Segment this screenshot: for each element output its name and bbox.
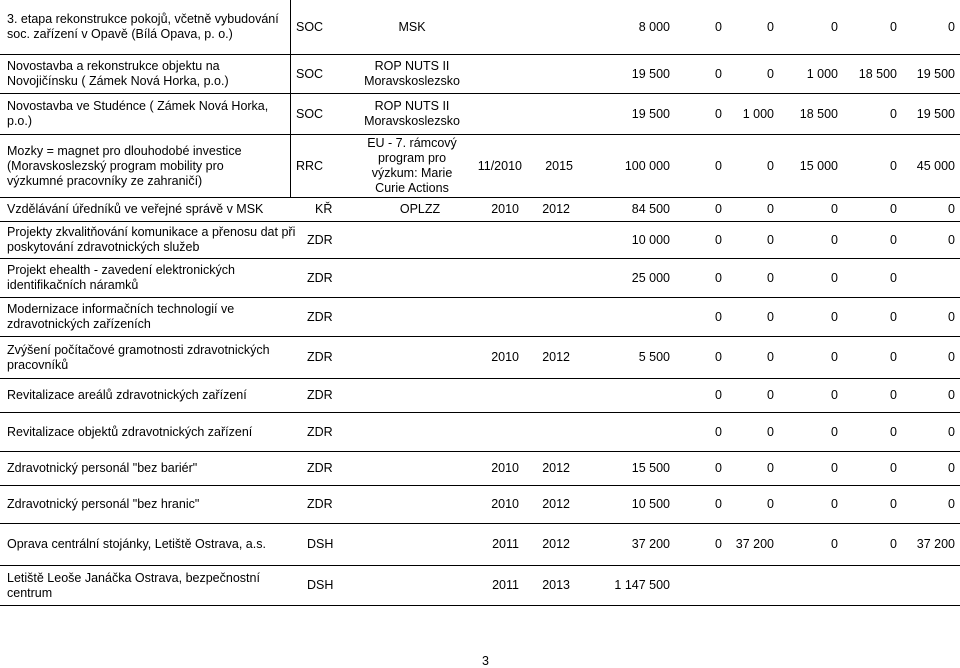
cell-v4: 0 [890,19,897,34]
cell-end [521,55,571,93]
cell-desc: Oprava centrální stojánky, Letiště Ostrava, a.s. [7,537,266,551]
cell-end: 2012 [542,350,570,364]
cell-v5: 0 [948,497,955,511]
cell-v3: 0 [831,497,838,511]
cell-end: 2012 [542,202,570,216]
cell-desc: 3. etapa rekonstrukce pokojů, včetně vybudování soc. zařízení v Opavě (Bílá Opava, p. o.) [7,12,279,41]
cell-v4: 0 [890,202,897,216]
cell-area: ZDR [307,309,333,324]
cell-area: ZDR [307,424,333,439]
cell-v4: 0 [890,270,897,285]
cell-v5: 0 [948,424,955,439]
cell-v3: 0 [831,350,838,364]
cell-v5: 19 500 [916,106,955,121]
cell-v4: 0 [890,158,897,173]
table-row [0,486,960,524]
cell-source: MSK [398,19,426,34]
cell-desc: Vzdělávání úředníků ve veřejné správě v MSK [7,202,264,216]
cell-total: 25 000 [631,270,670,285]
cell-end: 2013 [542,578,570,592]
cell-v2: 0 [767,202,774,216]
cell-total: 10 500 [631,497,670,511]
cell-v1: 0 [715,19,722,34]
table-row [0,379,960,413]
cell-v5 [898,259,955,297]
cell-v5: 0 [948,202,955,216]
cell-total: 1 147 500 [614,578,670,592]
cell-v4: 0 [890,350,897,364]
cell-total: 10 000 [631,232,670,247]
cell-area: ZDR [307,232,333,247]
cell-total: 100 000 [624,158,670,173]
cell-desc: Zdravotnický personál "bez bariér" [7,461,198,475]
cell-v1: 0 [715,309,722,324]
cell-v5: 45 000 [916,158,955,173]
table-row [0,337,960,379]
cell-desc: Zdravotnický personál "bez hranic" [7,497,200,511]
table-row [0,413,960,452]
cell-desc: Mozky = magnet pro dlouhodobé investice (Moravskoslezský program mobility pro výzkumné pracovníky ze zahraničí) [7,143,242,188]
cell-v2 [724,566,774,605]
cell-v4: 18 500 [858,66,897,81]
cell-v4: 0 [890,232,897,247]
cell-v2: 0 [767,232,774,247]
cell-end [522,222,570,258]
cell-total [575,298,670,336]
table-row [0,222,960,259]
cell-area: SOC [296,66,324,81]
cell-v4: 0 [890,424,897,439]
cell-v4: 0 [890,497,897,511]
cell-desc: Projekt ehealth - zavedení elektronických identifikačních náramků [7,263,235,292]
cell-end: 2012 [542,497,570,511]
cell-desc: Revitalizace objektů zdravotnických zařízení [7,424,253,439]
cell-v3: 18 500 [799,106,838,121]
cell-v2: 1 000 [742,106,774,121]
cell-start [470,0,520,54]
cell-area: ZDR [307,270,333,285]
cell-v2: 0 [767,66,774,81]
cell-total: 84 500 [631,202,670,216]
cell-v4: 0 [890,537,897,551]
cell-end: 2012 [542,461,570,475]
cell-end [522,259,570,297]
cell-v3: 0 [831,424,838,439]
cell-v5 [898,566,955,605]
cell-area: DSH [307,537,334,551]
cell-start [474,259,519,297]
cell-v1: 0 [715,497,722,511]
cell-v3: 15 000 [799,158,838,173]
cell-total: 37 200 [631,537,670,551]
cell-v5: 0 [948,309,955,324]
cell-source: EU - 7. rámcový program pro výzkum: Marie Curie Actions [367,136,457,195]
cell-v4: 0 [890,461,897,475]
cell-v3: 0 [831,388,838,402]
cell-end [521,94,571,134]
cell-v2: 0 [767,461,774,475]
cell-total: 15 500 [631,461,670,475]
cell-v2: 0 [767,158,774,173]
cell-v2: 0 [767,309,774,324]
table-row [0,135,960,198]
table-row [0,566,960,606]
cell-source: OPLZZ [399,202,441,216]
cell-total [575,379,670,412]
table-row [0,198,960,222]
cell-v5: 37 200 [916,537,955,551]
cell-v1: 0 [715,106,722,121]
cell-source: ROP NUTS II Moravskoslezsko [364,59,460,88]
cell-v2: 0 [767,388,774,402]
cell-end [522,379,570,412]
cell-start: 11/2010 [477,158,522,173]
cell-start [474,413,519,451]
cell-v2: 0 [767,497,774,511]
cell-start [474,379,519,412]
cell-start [470,94,520,134]
cell-v2: 0 [767,19,774,34]
cell-desc: Modernizace informačních technologií ve zdravotnických zařízeních [7,302,235,331]
cell-v3 [776,566,838,605]
cell-desc: Zvýšení počítačové gramotnosti zdravotnických pracovníků [7,342,270,372]
cell-v1: 0 [715,424,722,439]
cell-start: 2011 [492,578,519,592]
cell-v3: 1 000 [806,66,838,81]
cell-source [355,566,475,605]
cell-source [355,452,475,485]
cell-total [575,413,670,451]
cell-v1: 0 [715,158,722,173]
cell-start: 2010 [491,202,519,216]
page-number: 3 [482,654,489,668]
cell-area: ZDR [307,461,333,475]
cell-desc: Novostavba a rekonstrukce objektu na Novojičínsku ( Zámek Nová Horka, p.o.) [7,59,229,88]
cell-v1: 0 [715,388,722,402]
cell-v1 [672,566,722,605]
cell-v3: 0 [831,309,838,324]
cell-v3: 0 [831,232,838,247]
cell-end: 2015 [545,158,573,173]
cell-area: KŘ [315,202,333,216]
cell-v1: 0 [715,461,722,475]
cell-desc: Letiště Leoše Janáčka Ostrava, bezpečnostní centrum [7,570,260,600]
cell-source [355,413,475,451]
cell-area: ZDR [307,388,333,402]
table-row [0,452,960,486]
table-row [0,259,960,298]
cell-end: 2012 [542,537,570,551]
cell-area: DSH [307,578,334,592]
table-row [0,94,960,135]
cell-total: 5 500 [638,350,670,364]
cell-total: 19 500 [631,106,670,121]
cell-source [355,298,475,336]
cell-v3: 0 [831,202,838,216]
cell-source [355,337,475,378]
cell-v4: 0 [890,309,897,324]
cell-area: SOC [296,19,324,34]
cell-area: SOC [296,106,324,121]
cell-v5: 0 [948,232,955,247]
cell-desc: Novostavba ve Studénce ( Zámek Nová Horka, p.o.) [7,99,269,128]
cell-v1: 0 [715,270,722,285]
cell-v3: 0 [831,461,838,475]
cell-start [474,298,519,336]
cell-v2: 0 [767,270,774,285]
cell-v4: 0 [890,106,897,121]
cell-v5: 0 [948,461,955,475]
cell-v1: 0 [715,350,722,364]
cell-v5: 0 [948,350,955,364]
cell-v5: 0 [948,388,955,402]
cell-start: 2011 [492,537,519,551]
cell-total: 19 500 [631,66,670,81]
cell-end [522,413,570,451]
table-row [0,0,960,55]
cell-start [474,222,519,258]
cell-end [521,0,571,54]
cell-source: ROP NUTS II Moravskoslezsko [364,99,460,128]
cell-v3: 0 [831,270,838,285]
cell-v1: 0 [715,537,722,551]
cell-total: 8 000 [638,19,670,34]
cell-v5: 0 [948,19,955,34]
cell-source [355,259,475,297]
cell-area: ZDR [307,497,333,511]
cell-area: ZDR [307,350,333,364]
cell-v4: 0 [890,388,897,402]
cell-start: 2010 [491,350,519,364]
cell-v2: 0 [767,350,774,364]
cell-v1: 0 [715,232,722,247]
cell-v1: 0 [715,202,722,216]
cell-v4 [840,566,897,605]
cell-start [470,55,520,93]
cell-desc: Projekty zkvalitňování komunikace a přenosu dat při poskytování zdravotnických služeb [7,225,296,254]
cell-v3: 0 [831,537,838,551]
cell-desc: Revitalizace areálů zdravotnických zařízení [7,388,247,402]
cell-start: 2010 [491,461,519,475]
cell-v5: 19 500 [916,66,955,81]
cell-source [355,222,475,258]
cell-source [355,524,475,565]
cell-v2: 0 [767,424,774,439]
cell-area: RRC [296,158,324,173]
table-row [0,524,960,566]
cell-source [355,379,475,412]
table-row [0,298,960,337]
cell-source [355,486,475,523]
cell-v3: 0 [831,19,838,34]
cell-start: 2010 [491,497,519,511]
cell-v1: 0 [715,66,722,81]
table-row [0,55,960,94]
cell-v2: 37 200 [735,537,774,551]
cell-end [522,298,570,336]
